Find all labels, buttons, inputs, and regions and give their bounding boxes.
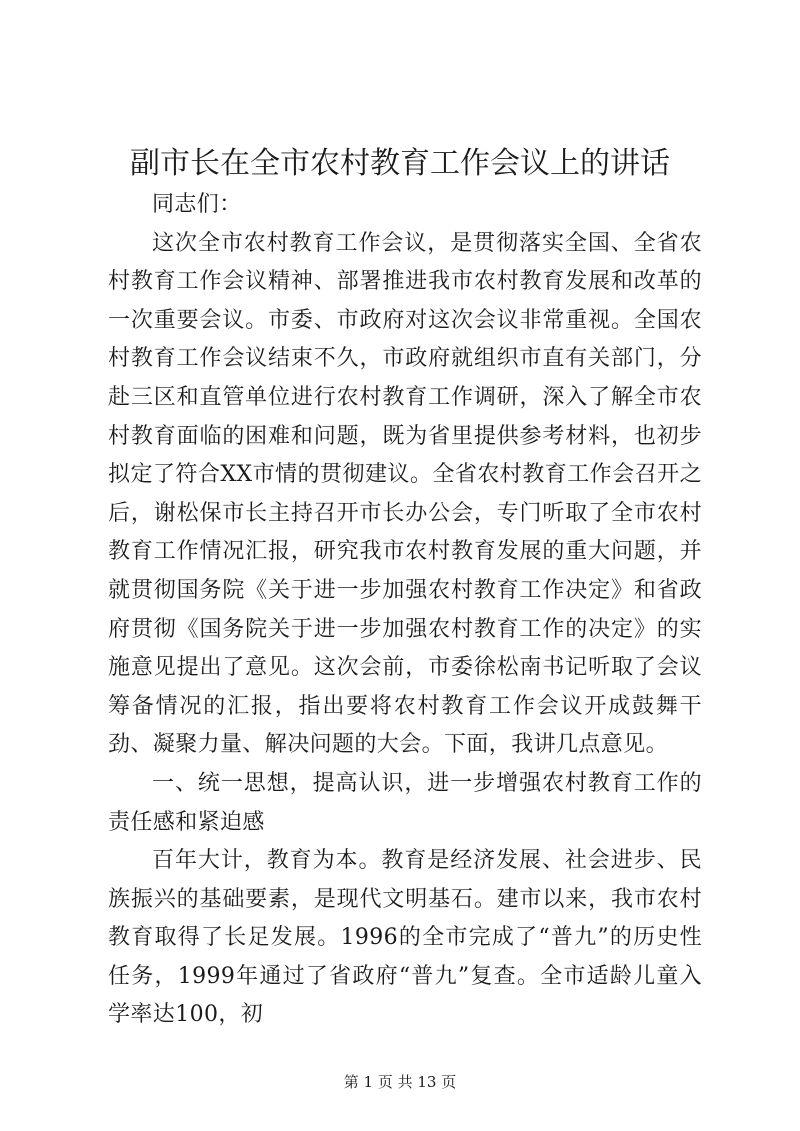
salutation-paragraph: 同志们： [152,192,242,217]
document-title: 副市长在全市农村教育工作会议上的讲话 [130,146,670,181]
intro-paragraph: 这次全市农村教育工作会议，是贯彻落实全国、全省农村教育工作会议精神、部署推进我市农村教育发展和改革的一次重要会议。市委、市政府对这次会议非常重视。全国农村教育工作会议结束不久，市政府就组织市直有关部门，分赴三区和直管单位进行农村教育工作调研，深入了解全市农村教育面临的困难和问题，既为省里提供参考材料，也初步拟定了符合XX市情的贯彻建议。全省农村教育工作会召开之后，谢松保市长主持召开市长办公会，专门听取了全市农村教育工作情况汇报，研究我市农村教育发展的重大问题，并就贯彻国务院《关于进一步加强农村教育工作决定》和省政府贯彻《国务院关于进一步加强农村教育工作的决定》的实施意见提出了意见。这次会前，市委徐松南书记听取了会议筹备情况的汇报，指出要将农村教育工作会议开成鼓舞干劲、凝聚力量、解决问题的大会。下面，我讲几点意见。 [108,230,702,758]
section-1-paragraph: 百年大计，教育为本。教育是经济发展、社会进步、民族振兴的基础要素，是现代文明基石。建市以来，我市农村教育取得了长足发展。1996的全市完成了“普九”的历史性任务，1999年通过了省政府“普九”复查。全市适龄儿童入学率达100，初 [108,848,702,1028]
page-footer: 第 1 页 共 13 页 [343,1073,457,1091]
section-heading-1: 一、统一思想，提高认识，进一步增强农村教育工作的责任感和紧迫感 [108,770,702,835]
document-body [108,186,702,1035]
